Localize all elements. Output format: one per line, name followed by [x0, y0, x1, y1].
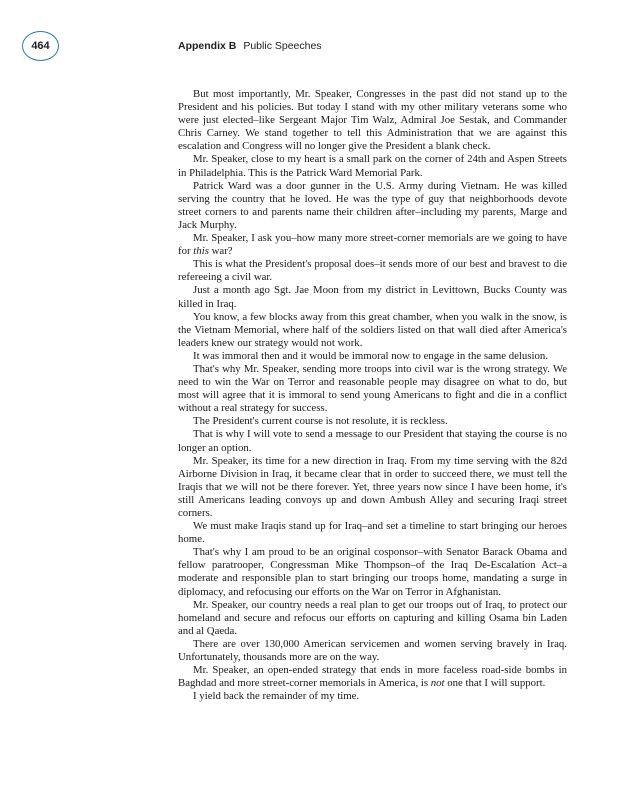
header-title: Public Speeches [243, 40, 322, 52]
page-number-badge [22, 31, 59, 61]
body-paragraph: That is why I will vote to send a message to our President that staying the course is no longer an option. [178, 428, 567, 454]
body-paragraph: Mr. Speaker, our country needs a real plan to get our troops out of Iraq, to protect our homeland and secure and refocus our efforts on capturing and killing Osama bin Laden and al Qaeda. [178, 598, 567, 637]
body-paragraph: Just a month ago Sgt. Jae Moon from my district in Levittown, Bucks County was killed in Iraq. [178, 284, 567, 310]
body-paragraph: The President's current course is not resolute, it is reckless. [193, 415, 448, 428]
body-paragraph: We must make Iraqis stand up for Iraq–and set a timeline to start bringing our heroes home. [178, 520, 567, 546]
body-paragraph: It was immoral then and it would be immoral now to engage in the same delusion. [193, 349, 549, 362]
body-paragraph: I yield back the remainder of my time. [193, 690, 360, 703]
emphasis: not [430, 677, 445, 690]
emphasis: this [193, 245, 209, 258]
body-paragraph: Mr. Speaker, its time for a new direction in Iraq. From my time serving with the 82d Airborne Division in Iraq, it became clear that in order to succeed there, we must tell the Iraqis that we will not be there forever. Yet, three years now since I have been home, it's still Americans leading convoys up and down Ambush Alley and securing Iraqi street corners. [178, 454, 567, 519]
body-paragraph: You know, a few blocks away from this great chamber, when you walk in the snow, is the Vietnam Memorial, where half of the soldiers listed on that wall died after America's leaders knew our strategy would not work. [178, 310, 567, 349]
speech-body [178, 88, 567, 703]
body-paragraph: That's why I am proud to be an original cosponsor–with Senator Barack Obama and fellow paratrooper, Congressman Mike Thompson–of the Iraq De-Escalation Act–a moderate and responsible plan to start bringing our troops home, mandating a surge in diplomacy, and refocusing our efforts on the War on Terror in Afghanistan. [178, 546, 567, 598]
running-header [178, 40, 322, 52]
body-paragraph: There are over 130,000 American servicemen and women serving bravely in Iraq. Unfortunately, thousands more are on the way. [178, 637, 567, 664]
header-appendix: Appendix B [178, 40, 237, 52]
body-paragraph: But most importantly, Mr. Speaker, Congresses in the past did not stand up to the President and his policies. But today I stand with my other military veterans some who were just elected–like Sergeant Major Tim Walz, Admiral Joe Sestak, and Commander Chris Carney. We stand together to tell this Administration that we are against this escalation and Congress will no longer give the President a blank check. [178, 88, 567, 153]
body-paragraph: Mr. Speaker, close to my heart is a small park on the corner of 24th and Aspen Streets in Philadelphia. This is the Patrick Ward Memorial Park. [178, 153, 567, 179]
body-paragraph: Mr. Speaker, an open-ended strategy that ends in more faceless road-side bombs in Baghdad and more street-corner memorials in America, is not one that I will support. [178, 664, 567, 690]
body-paragraph: Patrick Ward was a door gunner in the U.S. Army during Vietnam. He was killed serving the country that he loved. He was the type of guy that neighborhoods devote street corners to and parents name their children after–including my parents, Marge and Jack Murphy. [178, 179, 567, 231]
body-paragraph: This is what the President's proposal does–it sends more of our best and bravest to die refereeing a civil war. [178, 258, 567, 284]
body-paragraph: Mr. Speaker, I ask you–how many more street-corner memorials are we going to have for this war? [178, 232, 567, 258]
body-paragraph: That's why Mr. Speaker, sending more troops into civil war is the wrong strategy. We need to win the War on Terror and reasonable people may disagree on what to do, but most will agree that it is immoral to send young Americans to fight and die in a conflict without a real strategy for success. [178, 362, 567, 415]
page-number: 464 [31, 40, 50, 52]
